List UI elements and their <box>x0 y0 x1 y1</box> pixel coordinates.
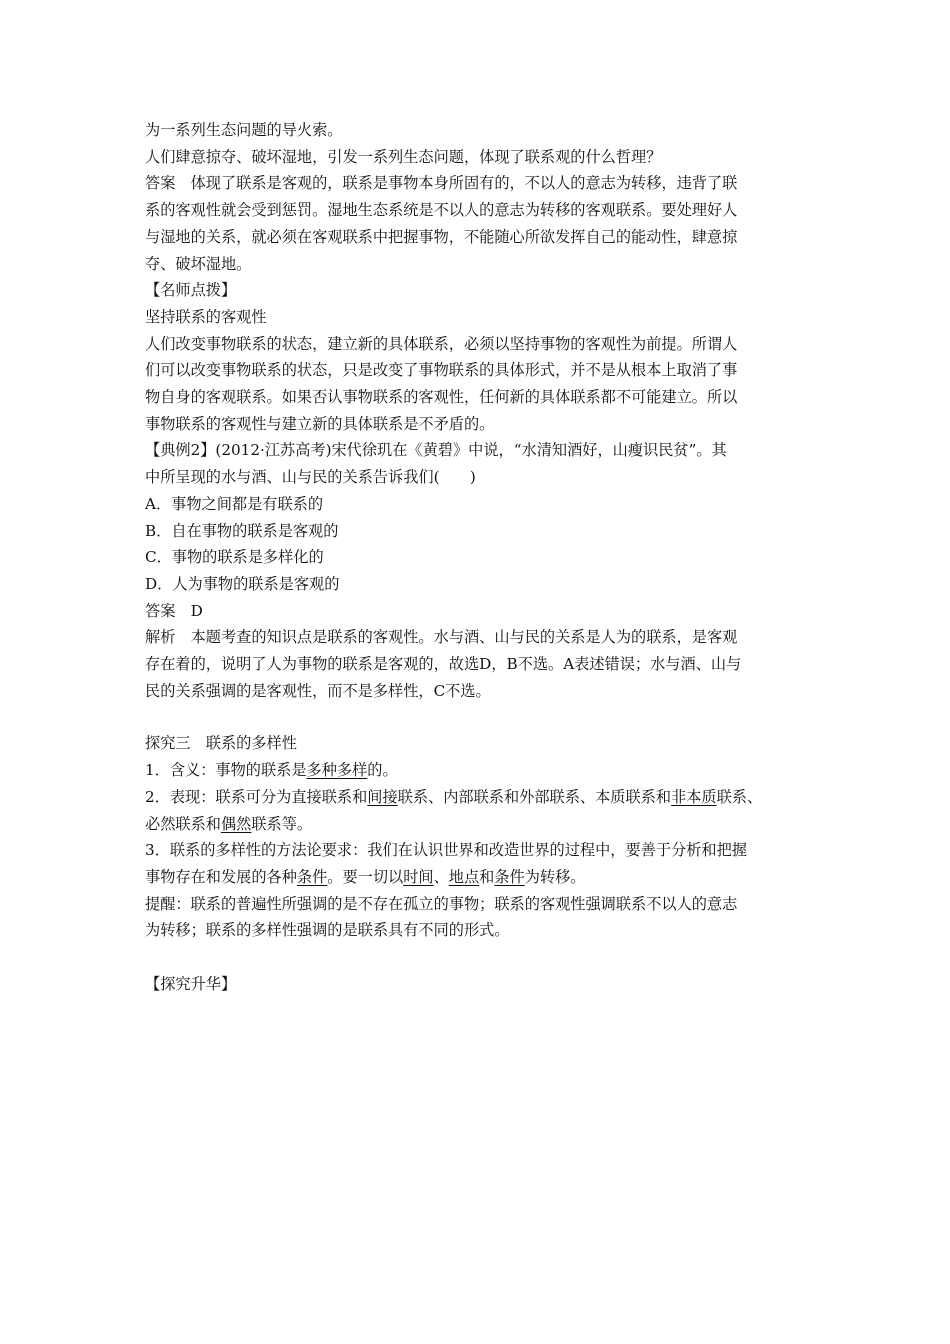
item2-blank: 间接 <box>367 787 398 806</box>
item3-text: 事物存在和发展的各种 <box>145 867 297 886</box>
answer-line: 夺、破坏湿地。 <box>145 254 252 273</box>
item2-text: 联系、内部联系和外部联系、本质联系和 <box>397 787 672 806</box>
item3-blank: 地点 <box>448 867 480 886</box>
explore3-title: 探究三 联系的多样性 <box>145 734 297 753</box>
item3-text: 为转移。 <box>524 867 586 886</box>
item1-blank: 多种多样 <box>306 761 368 780</box>
blank-line <box>145 944 815 971</box>
item3-blank: 条件 <box>494 867 525 886</box>
item2-text: 2．表现：联系可分为直接联系和 <box>145 787 368 806</box>
item1-prefix: 1．含义：事物的联系是 <box>145 761 307 780</box>
item3-blank: 条件 <box>296 867 328 886</box>
item1-meaning <box>145 757 815 784</box>
item2-text: 联系等。 <box>251 814 313 833</box>
teacher-tip-line: 们可以改变事物联系的状态，只是改变了事物联系的具体形式，并不是从根本上取消了事 <box>145 361 738 380</box>
teacher-tip-heading: 【名师点拨】 <box>145 281 237 300</box>
option-b: B．自在事物的联系是客观的 <box>145 521 339 540</box>
item3-text: 。要一切以 <box>327 867 404 886</box>
intro-line: 为一系列生态问题的导火索。 <box>145 121 343 139</box>
teacher-tip-subheading: 坚持联系的客观性 <box>145 307 267 326</box>
item2-line1 <box>145 784 815 811</box>
item3-text: 和 <box>479 867 495 886</box>
analysis-line: 解析 本题考查的知识点是联系的客观性。水与酒、山与民的关系是人为的联系，是客观 <box>145 628 738 647</box>
item3-line2 <box>145 864 815 891</box>
item2-blank: 偶然 <box>220 814 252 833</box>
answer-line: 答案 体现了联系是客观的，联系是事物本身所固有的，不以人的意志为转移，违背了联 <box>145 174 738 193</box>
reminder-line: 为转移；联系的多样性强调的是联系具有不同的形式。 <box>145 921 510 940</box>
item2-text: 联系、 <box>716 787 763 806</box>
explore-upgrade-heading: 【探究升华】 <box>145 975 237 994</box>
item3-blank: 时间 <box>403 867 434 886</box>
analysis-line: 存在着的，说明了人为事物的联系是客观的，故选D，B不选。A表述错误；水与酒、山与 <box>145 655 742 674</box>
item1-suffix: 的。 <box>367 761 398 780</box>
item2-text: 必然联系和 <box>145 814 221 833</box>
example-stem-line: 中所呈现的水与酒、山与民的关系告诉我们( ) <box>145 468 476 487</box>
blank-line <box>145 704 815 730</box>
analysis-line: 民的关系强调的是客观性，而不是多样性，C不选。 <box>145 681 491 700</box>
item3-line1: 3．联系的多样性的方法论要求：我们在认识世界和改造世界的过程中，要善于分析和把握 <box>145 841 747 860</box>
teacher-tip-line: 事物联系的客观性与建立新的具体联系是不矛盾的。 <box>145 414 495 433</box>
reminder-line: 提醒：联系的普遍性所强调的是不存在孤立的事物；联系的客观性强调联系不以人的意志 <box>145 894 738 913</box>
option-c: C．事物的联系是多样化的 <box>145 548 324 567</box>
example-stem-line: 【典例2】(2012·江苏高考)宋代徐玑在《黄碧》中说，“水清知酒好，山瘦识民贫”。其 <box>145 441 727 460</box>
question-line: 人们肆意掠夺、破坏湿地，引发一系列生态问题，体现了联系观的什么哲理？ <box>145 147 662 166</box>
item2-line2 <box>145 811 815 838</box>
item2-blank: 非本质 <box>671 787 717 806</box>
teacher-tip-line: 物自身的客观联系。如果否认事物联系的客观性，任何新的具体联系都不可能建立。所以 <box>145 388 738 407</box>
option-d: D．人为事物的联系是客观的 <box>145 574 340 593</box>
example-answer: 答案 D <box>145 601 203 620</box>
document-page <box>145 117 815 998</box>
option-a: A．事物之间都是有联系的 <box>145 494 324 513</box>
teacher-tip-line: 人们改变事物联系的状态，建立新的具体联系，必须以坚持事物的客观性为前提。所谓人 <box>145 334 738 353</box>
answer-line: 与湿地的关系，就必须在客观联系中把握事物，不能随心所欲发挥自己的能动性，肆意掠 <box>145 227 738 246</box>
answer-line: 系的客观性就会受到惩罚。湿地生态系统是不以人的意志为转移的客观联系。要处理好人 <box>145 201 738 220</box>
item3-text: 、 <box>433 867 449 886</box>
